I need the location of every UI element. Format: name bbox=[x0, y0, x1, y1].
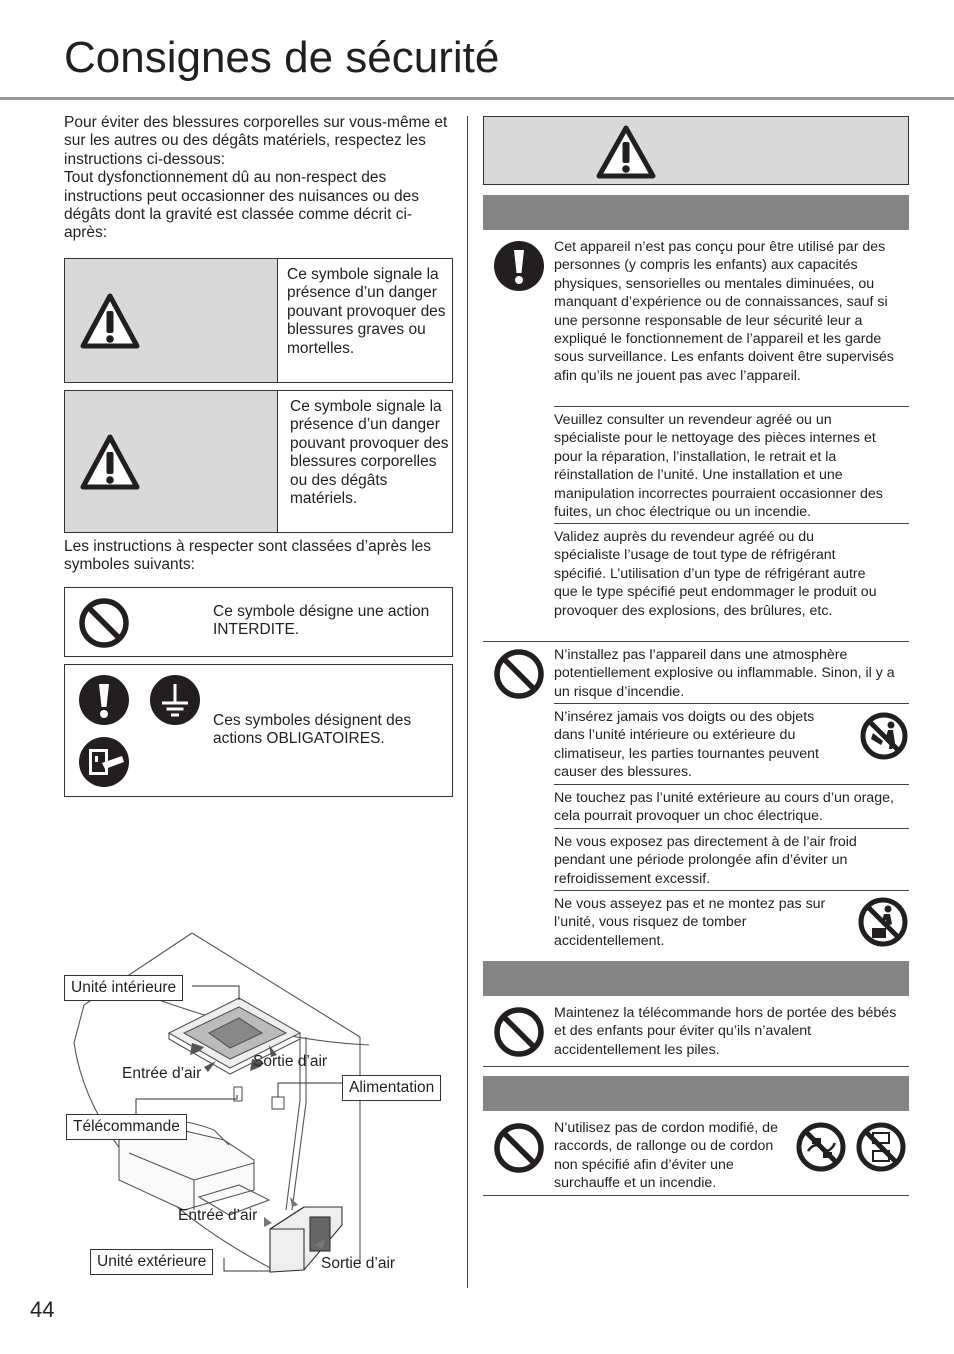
prohibited-icon bbox=[493, 1006, 545, 1058]
prohibited-symbol-text: Ce symbole désigne une action INTERDITE. bbox=[213, 603, 430, 639]
warning-item-thunderstorm: Ne touchez pas l’unité extérieure au cours d’un orage, cela pourrait provoquer un choc électrique. bbox=[554, 790, 894, 825]
column-divider bbox=[467, 116, 468, 1288]
earth-ground-icon bbox=[149, 674, 201, 726]
caution-severity-box bbox=[64, 390, 453, 533]
mandatory-exclamation-icon bbox=[493, 240, 545, 292]
label-outdoor-unit: Unité extérieure bbox=[90, 1249, 213, 1275]
no-extension-cord-icon bbox=[855, 1121, 907, 1173]
warning-header-box bbox=[483, 116, 909, 185]
warning-item-remote-batteries: Maintenez la télécommande hors de portée des bébés et des enfants pour éviter qu’ils n’avalent accidentellement les piles. bbox=[554, 1005, 897, 1058]
warning-item-authorised-dealer: Veuillez consulter un revendeur agréé ou un spécialiste pour le nettoyage des pièces internes et pour la réparation, l’installation, le retrait et la réinstallation de l’unité. Une installation et une manipulation incorrectes pourraient occasionner des fuites, un choc électrique ou un incendie. bbox=[554, 412, 883, 521]
label-air-outlet-indoor: Sortie d’air bbox=[253, 1053, 328, 1070]
title-rule bbox=[0, 97, 954, 100]
warning-item-supervision: Cet appareil n’est pas conçu pour être utilisé par des personnes (y compris les enfants) aux capacités physiques, sensorielles ou mentales diminuées, ou manquant d’expérience ou de connaissances, sauf si une personne responsable de leur sécurité leur a expliqué le fonctionnement de l’appareil et les garde sous surveillance. Les enfants doivent être supervisés afin qu’ils ne jouent pas avec l’appareil. bbox=[554, 239, 894, 384]
label-indoor-unit: Unité intérieure bbox=[64, 975, 183, 1001]
separator bbox=[483, 641, 909, 642]
warning-item-sit-on-unit: Ne vous asseyez pas et ne montez pas sur l’unité, vous risquez de tomber accidentellement. bbox=[554, 896, 826, 949]
no-climbing-icon bbox=[857, 896, 909, 948]
no-fingers-icon bbox=[859, 711, 909, 761]
separator bbox=[483, 1066, 909, 1067]
mandatory-symbol-box bbox=[64, 664, 453, 797]
separator bbox=[483, 1195, 909, 1196]
separator bbox=[554, 703, 909, 704]
indoor-unit-banner bbox=[483, 195, 909, 230]
separator bbox=[554, 523, 909, 524]
mandatory-exclamation-icon bbox=[78, 674, 130, 726]
separator bbox=[554, 784, 909, 785]
page-title: Consignes de sécurité bbox=[64, 33, 500, 82]
unplug-icon bbox=[78, 736, 130, 788]
warning-item-refrigerant: Validez auprès du revendeur agréé ou du spécialiste l’usage de tout type de réfrigérant spécifié. L’utilisation d’un type de réfrigérant autre que le type spécifié peut endommager le produit ou provoquer des explosions, des brûlures, etc. bbox=[554, 529, 877, 619]
prohibited-symbol-box bbox=[64, 587, 453, 657]
warning-item-insert-fingers: N’insérez jamais vos doigts ou des objets dans l’unité intérieure ou extérieure du climatiseur, les parties tournantes peuvent causer des blessures. bbox=[554, 709, 819, 781]
page-number: 44 bbox=[30, 1297, 55, 1322]
caution-symbol-cell bbox=[65, 391, 278, 532]
prohibited-icon bbox=[78, 597, 130, 649]
label-air-outlet-outdoor: Sortie d’air bbox=[321, 1255, 396, 1272]
label-air-inlet-outdoor: Entrée d’air bbox=[178, 1207, 258, 1224]
caution-triangle-icon bbox=[79, 433, 141, 491]
label-remote-control: Télécommande bbox=[66, 1114, 187, 1140]
warning-item-modified-cord: N’utilisez pas de cordon modifié, de raccords, de rallonge ou de cordon non spécifié afin d’éviter une surchauffe et un incendie. bbox=[554, 1120, 778, 1192]
prohibited-icon bbox=[493, 1122, 545, 1174]
warning-item-explosive-atmosphere: N’installez pas l’appareil dans une atmosphère potentiellement explosive ou inflammable. Sinon, il y a un risque d’incendie. bbox=[554, 647, 895, 700]
power-supply-banner bbox=[483, 1076, 909, 1111]
remote-control-banner bbox=[483, 961, 909, 996]
separator bbox=[554, 890, 909, 891]
warning-triangle-icon bbox=[79, 292, 141, 350]
warning-triangle-icon bbox=[595, 124, 657, 180]
warning-item-cold-air: Ne vous exposez pas directement à de l’air froid pendant une période prolongée afin d’éviter un refroidissement excessif. bbox=[554, 834, 857, 887]
classification-text: Les instructions à respecter sont classées d’après les symboles suivants: bbox=[64, 538, 432, 574]
separator bbox=[554, 406, 909, 407]
label-air-inlet-indoor: Entrée d’air bbox=[122, 1065, 202, 1082]
mandatory-symbol-text: Ces symboles désignent des actions OBLIGATOIRES. bbox=[213, 712, 412, 748]
intro-paragraph-1: Pour éviter des blessures corporelles sur vous-même et sur les autres ou des dégâts matériels, respectez les instructions ci-dessous: bbox=[64, 114, 448, 168]
warning-severity-box bbox=[64, 258, 453, 383]
separator bbox=[554, 828, 909, 829]
warning-severity-text: Ce symbole signale la présence d’un danger pouvant provoquer des blessures graves ou mortelles. bbox=[287, 266, 446, 357]
label-power-supply: Alimentation bbox=[342, 1075, 441, 1101]
intro-text bbox=[64, 114, 454, 243]
warning-symbol-cell bbox=[65, 259, 278, 382]
intro-paragraph-2: Tout dysfonctionnement dû au non-respect des instructions peut occasionner des nuisances ou des dégâts dont la gravité est classée comme décrit ci-après: bbox=[64, 169, 419, 242]
prohibited-icon bbox=[493, 648, 545, 700]
no-modified-cord-icon bbox=[795, 1121, 847, 1173]
caution-severity-text: Ce symbole signale la présence d’un danger pouvant provoquer des blessures corporelles ou des dégâts matériels. bbox=[290, 398, 449, 508]
